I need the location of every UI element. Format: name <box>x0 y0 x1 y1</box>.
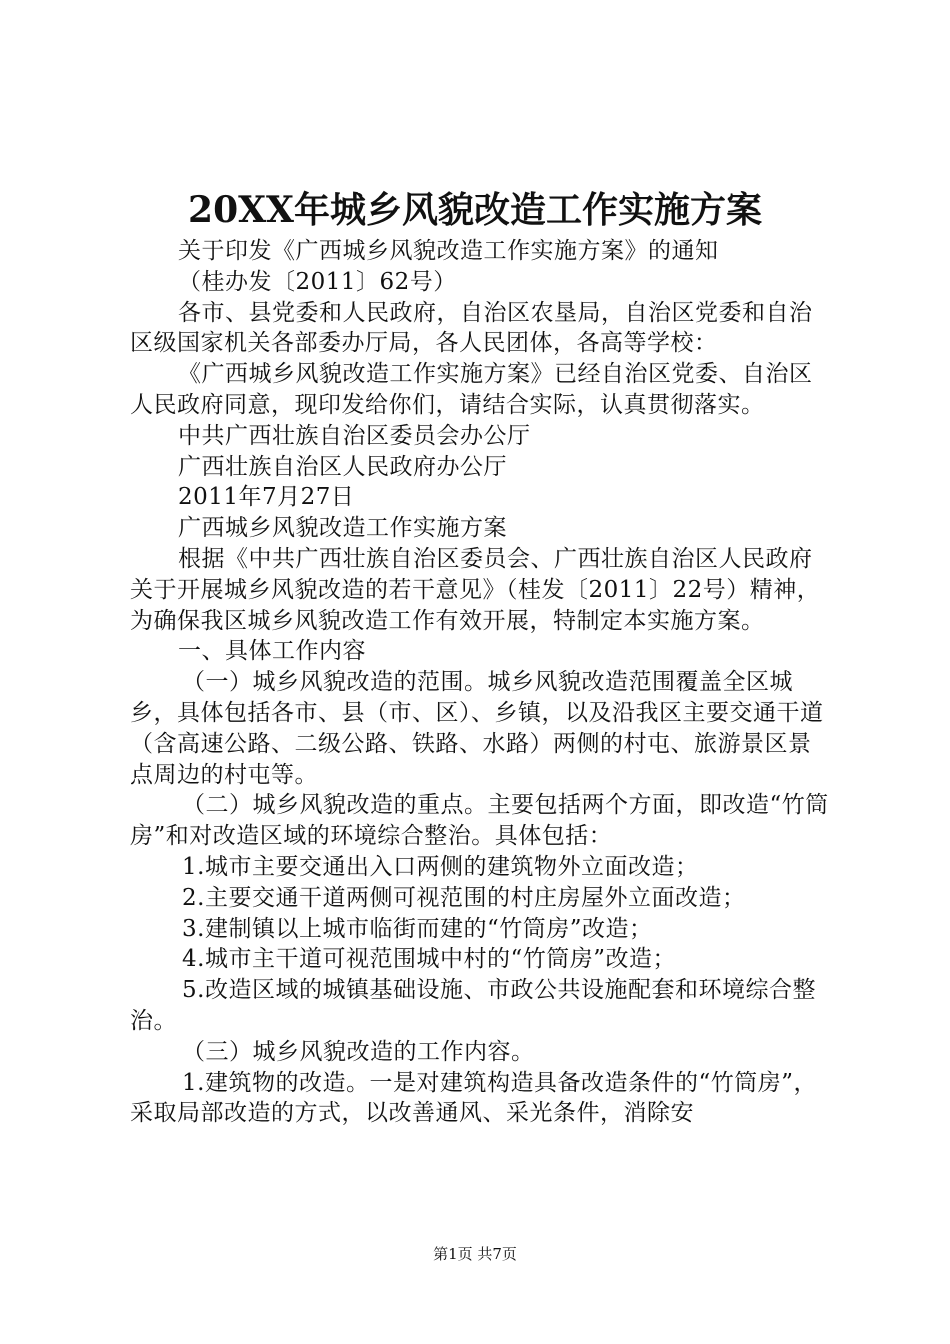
list-item: 4.城市主干道可视范围城中村的“竹筒房”改造； <box>182 946 676 973</box>
building-renovation-paragraph: 1.建筑物的改造。一是对建筑构造具备改造条件的“竹筒房”，采取局部改造的方式，以改善通风、采光条件，消除安 <box>130 1069 817 1127</box>
focus-paragraph: （二）城乡风貌改造的重点。主要包括两个方面，即改造“竹筒房”和对改造区域的环境综合整治。具体包括： <box>130 792 829 850</box>
list-item: 2.主要交通干道两侧可视范围的村庄房屋外立面改造； <box>182 884 746 911</box>
issuer-line-2: 广西壮族自治区人民政府办公厅 <box>178 453 507 480</box>
scope-paragraph: （一）城乡风貌改造的范围。城乡风貌改造范围覆盖全区城乡，具体包括各市、县（市、区）、乡镇，以及沿我区主要交通干道（含高速公路、二级公路、铁路、水路）两侧的村屯、旅游景区景点周边的村屯等。 <box>130 669 824 788</box>
issue-date: 2011年7月27日 <box>178 484 355 511</box>
issuer-line-1: 中共广西壮族自治区委员会办公厅 <box>178 422 531 449</box>
notice-title: 关于印发《广西城乡风貌改造工作实施方案》的通知 <box>178 238 719 264</box>
notice-body-paragraph: 《广西城乡风貌改造工作实施方案》已经自治区党委、自治区人民政府同意，现印发给你们，请结合实际，认真贯彻落实。 <box>130 361 813 418</box>
section-heading: 一、具体工作内容 <box>178 638 366 665</box>
work-content-heading: （三）城乡风貌改造的工作内容。 <box>182 1038 535 1065</box>
document-title: 20XX年城乡风貌改造工作实施方案 <box>188 189 762 231</box>
page-footer: 第1页 共7页 <box>433 1245 517 1263</box>
addressee-paragraph: 各市、县党委和人民政府，自治区农垦局，自治区党委和自治区级国家机关各部委办厅局，各人民团体，各高等学校： <box>130 299 813 357</box>
document-number: （桂办发〔2011〕62号） <box>178 268 457 295</box>
document-body <box>130 236 830 1129</box>
list-item: 1.城市主要交通出入口两侧的建筑物外立面改造； <box>182 853 699 880</box>
list-item: 3.建制镇以上城市临街而建的“竹筒房”改造； <box>182 915 653 942</box>
plan-subtitle: 广西城乡风貌改造工作实施方案 <box>178 515 507 542</box>
basis-paragraph: 根据《中共广西壮族自治区委员会、广西壮族自治区人民政府关于开展城乡风貌改造的若干意见》（桂发〔2011〕22号）精神，为确保我区城乡风貌改造工作有效开展，特制定本实施方案。 <box>130 545 821 634</box>
list-item: 5.改造区域的城镇基础设施、市政公共设施配套和环境综合整治。 <box>130 977 816 1034</box>
